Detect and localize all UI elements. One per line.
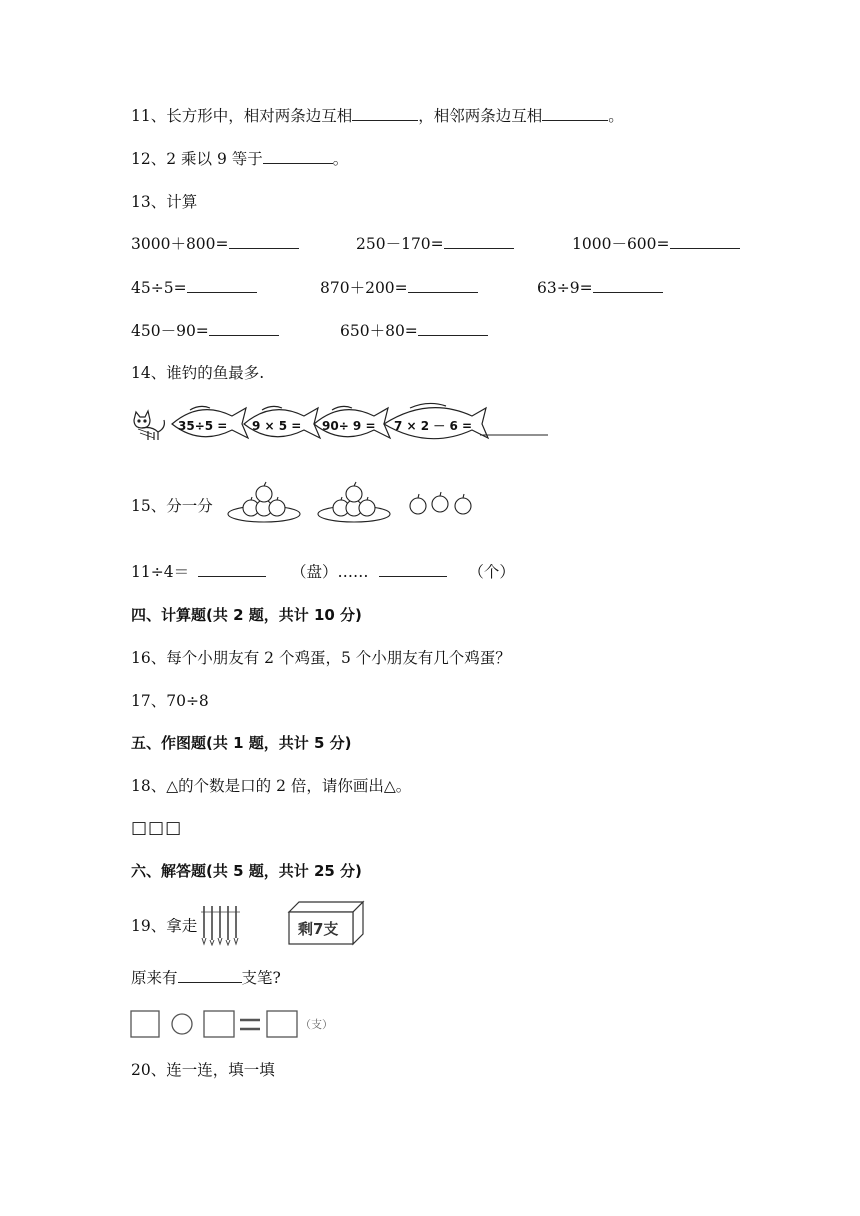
question-17: 17、70÷8 xyxy=(131,692,209,710)
answer-blank[interactable] xyxy=(209,321,279,336)
question-11 xyxy=(131,106,624,126)
answer-box[interactable] xyxy=(267,1011,297,1037)
answer-box[interactable] xyxy=(204,1011,234,1037)
box-label: 剩7支 xyxy=(298,920,339,938)
equation-boxes xyxy=(128,1008,348,1040)
answer-blank[interactable] xyxy=(670,234,740,249)
fish-equation: 90÷ 9 = xyxy=(322,419,376,433)
answer-blank[interactable] xyxy=(379,562,447,577)
question-19-prompt: 原来有 支笔? xyxy=(131,969,281,987)
question-11-text-c: 。 xyxy=(608,107,624,125)
section-5-title: 五、作图题(共 1 题，共计 5 分) xyxy=(131,734,352,752)
pencils-icon xyxy=(198,904,248,946)
answer-blank[interactable] xyxy=(542,106,608,121)
question-13-title: 13、计算 xyxy=(131,193,198,211)
question-11-text-b: ，相邻两条边互相 xyxy=(418,107,543,125)
box-icon xyxy=(285,898,367,946)
operator-circle[interactable] xyxy=(172,1014,192,1034)
question-19: 19、拿走 xyxy=(131,917,198,935)
question-12-text-b: 。 xyxy=(332,150,349,168)
answer-blank[interactable] xyxy=(408,278,478,293)
calc-item: 450－90= xyxy=(131,321,279,341)
answer-blank[interactable] xyxy=(178,968,242,983)
fish-illustration xyxy=(128,398,558,446)
answer-blank[interactable] xyxy=(352,106,418,121)
question-18: 18、△的个数是口的 2 倍，请你画出△。 xyxy=(131,777,412,795)
calc-item: 250－170= xyxy=(356,234,514,254)
question-16: 16、每个小朋友有 2 个鸡蛋，5 个小朋友有几个鸡蛋？ xyxy=(131,649,511,667)
answer-box[interactable] xyxy=(131,1011,159,1037)
fruit-illustration xyxy=(226,476,482,526)
plate-icon xyxy=(228,482,300,522)
answer-blank[interactable] xyxy=(444,234,514,249)
answer-blank[interactable] xyxy=(593,278,663,293)
calc-item: 870＋200= xyxy=(320,278,478,298)
question-15-equation: 11÷4＝ （盘）…… （个） xyxy=(131,563,515,581)
unit-label: （支） xyxy=(300,1018,333,1031)
calc-item: 63÷9= xyxy=(537,278,663,298)
calc-item: 650＋80= xyxy=(340,321,488,341)
calc-item: 1000－600= xyxy=(572,234,740,254)
question-12-number: 12、 xyxy=(131,150,167,168)
question-14-title: 14、谁钓的鱼最多. xyxy=(131,364,265,382)
cat-icon xyxy=(134,411,164,440)
plate-icon xyxy=(318,482,390,522)
answer-blank[interactable] xyxy=(198,562,266,577)
question-11-text-a: 长方形中，相对两条边互相 xyxy=(166,107,353,125)
answer-blank[interactable] xyxy=(418,321,488,336)
section-6-title: 六、解答题(共 5 题，共计 25 分) xyxy=(131,862,362,880)
square-row: □□□ xyxy=(131,818,183,838)
question-15-title: 15、分一分 xyxy=(131,497,213,515)
fish-equation: 9 × 5 = xyxy=(252,419,302,433)
question-11-number: 11、 xyxy=(131,107,167,125)
calc-item: 3000＋800= xyxy=(131,234,299,254)
calc-item: 45÷5= xyxy=(131,278,257,298)
fruit-icon xyxy=(410,492,471,514)
section-4-title: 四、计算题(共 2 题，共计 10 分) xyxy=(131,606,362,624)
fish-equation: 35÷5 = xyxy=(178,419,228,433)
fish-equation: 7 × 2 － 6 = xyxy=(394,419,473,433)
question-12-text-a: 2 乘以 9 等于 xyxy=(166,150,263,168)
question-20: 20、连一连，填一填 xyxy=(131,1061,275,1079)
answer-blank[interactable] xyxy=(229,234,299,249)
question-12 xyxy=(131,149,348,169)
answer-blank[interactable] xyxy=(263,149,333,164)
answer-blank[interactable] xyxy=(187,278,257,293)
